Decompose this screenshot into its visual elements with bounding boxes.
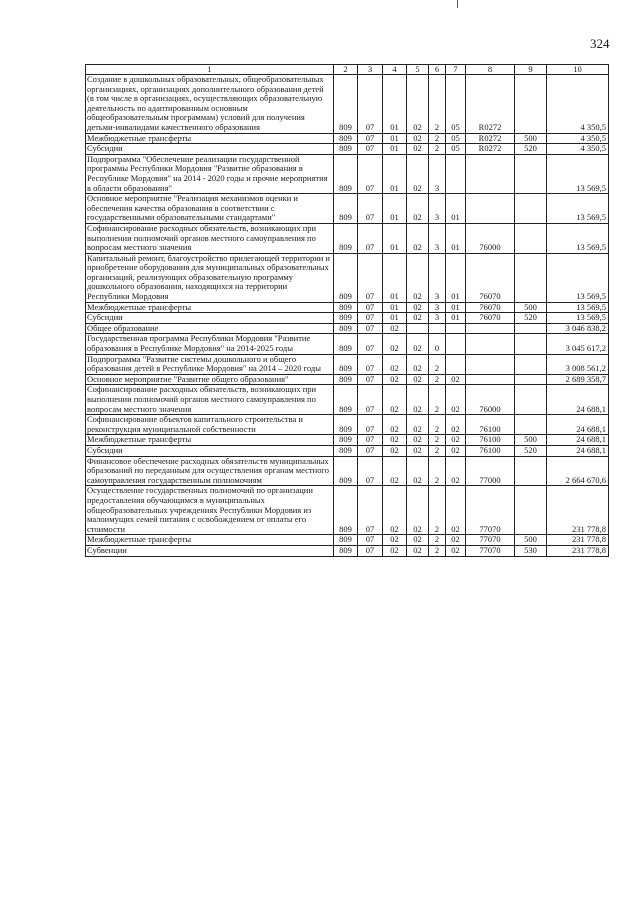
code-event-cell: 02 xyxy=(446,374,466,385)
code-program-cell: 02 xyxy=(407,435,429,446)
column-header: 1 xyxy=(86,65,334,75)
code-subprogram-cell: 3 xyxy=(429,302,446,313)
code-section-cell: 07 xyxy=(358,354,383,374)
code-expense-type-cell xyxy=(515,374,547,385)
code-ministry-cell: 809 xyxy=(334,354,358,374)
code-direction-cell: 76100 xyxy=(466,445,515,456)
item-name-cell: Осуществление государственных полномочий по организации предоставления обучающимся в муниципальных общеобразовательных учреждениях Республики Мордовия из малоимущих семей питания с освобождением от оплаты его стоимости xyxy=(86,486,334,535)
code-direction-cell: 77070 xyxy=(466,535,515,546)
code-subsection-cell: 01 xyxy=(383,253,407,302)
code-program-cell: 02 xyxy=(407,253,429,302)
code-subprogram-cell: 2 xyxy=(429,486,446,535)
code-ministry-cell: 809 xyxy=(334,385,358,415)
item-name-cell: Софинансирование расходных обязательств, возникающих при выполнении полномочий органов местного самоуправления по вопросам местного значения xyxy=(86,385,334,415)
code-section-cell: 07 xyxy=(358,415,383,435)
code-subsection-cell: 02 xyxy=(383,456,407,486)
amount-cell: 4 350,5 xyxy=(547,75,609,134)
code-expense-type-cell: 500 xyxy=(515,535,547,546)
table-row xyxy=(86,435,609,446)
code-section-cell: 07 xyxy=(358,374,383,385)
code-ministry-cell: 809 xyxy=(334,445,358,456)
item-name-cell: Субсидии xyxy=(86,144,334,155)
code-expense-type-cell xyxy=(515,223,547,253)
amount-cell: 24 688,1 xyxy=(547,385,609,415)
amount-cell: 4 350,5 xyxy=(547,144,609,155)
code-program-cell: 02 xyxy=(407,154,429,193)
code-program-cell: 02 xyxy=(407,302,429,313)
code-subsection-cell: 02 xyxy=(383,435,407,446)
amount-cell: 3 046 838,2 xyxy=(547,323,609,334)
code-subsection-cell: 02 xyxy=(383,323,407,334)
code-program-cell: 02 xyxy=(407,456,429,486)
code-direction-cell: 76070 xyxy=(466,313,515,324)
code-subprogram-cell: 2 xyxy=(429,75,446,134)
table-row xyxy=(86,445,609,456)
code-subsection-cell: 02 xyxy=(383,354,407,374)
code-section-cell: 07 xyxy=(358,253,383,302)
table-row xyxy=(86,154,609,193)
item-name-cell: Межбюджетные трансферты xyxy=(86,535,334,546)
code-event-cell xyxy=(446,154,466,193)
code-event-cell: 02 xyxy=(446,486,466,535)
code-subprogram-cell: 2 xyxy=(429,354,446,374)
code-section-cell: 07 xyxy=(358,75,383,134)
code-subprogram-cell: 2 xyxy=(429,535,446,546)
column-header: 3 xyxy=(358,65,383,75)
code-ministry-cell: 809 xyxy=(334,133,358,144)
code-section-cell: 07 xyxy=(358,334,383,354)
table-row xyxy=(86,354,609,374)
code-expense-type-cell xyxy=(515,385,547,415)
code-section-cell: 07 xyxy=(358,535,383,546)
code-expense-type-cell xyxy=(515,486,547,535)
amount-cell: 2 689 358,7 xyxy=(547,374,609,385)
amount-cell: 24 688,1 xyxy=(547,415,609,435)
code-subsection-cell: 01 xyxy=(383,194,407,224)
code-section-cell: 07 xyxy=(358,385,383,415)
code-subsection-cell: 02 xyxy=(383,415,407,435)
code-expense-type-cell xyxy=(515,323,547,334)
code-event-cell: 02 xyxy=(446,435,466,446)
code-direction-cell: 77070 xyxy=(466,486,515,535)
code-expense-type-cell xyxy=(515,354,547,374)
table-row xyxy=(86,302,609,313)
code-direction-cell xyxy=(466,374,515,385)
table-row xyxy=(86,253,609,302)
code-program-cell: 02 xyxy=(407,75,429,134)
code-subprogram-cell: 2 xyxy=(429,133,446,144)
table-row xyxy=(86,334,609,354)
code-direction-cell: 77000 xyxy=(466,456,515,486)
code-program-cell: 02 xyxy=(407,545,429,556)
code-subprogram-cell: 2 xyxy=(429,445,446,456)
code-event-cell xyxy=(446,354,466,374)
code-section-cell: 07 xyxy=(358,154,383,193)
amount-cell: 13 569,5 xyxy=(547,302,609,313)
code-program-cell: 02 xyxy=(407,385,429,415)
code-event-cell: 02 xyxy=(446,445,466,456)
column-header: 5 xyxy=(407,65,429,75)
code-program-cell: 02 xyxy=(407,354,429,374)
code-program-cell: 02 xyxy=(407,223,429,253)
code-subprogram-cell: 0 xyxy=(429,334,446,354)
item-name-cell: Капитальный ремонт, благоустройство прилегающей территории и приобретение оборудования для муниципальных образовательных организаций, реализующих образовательную программу дошкольного образования, находящихся на территории Республики Мордовия xyxy=(86,253,334,302)
item-name-cell: Межбюджетные трансферты xyxy=(86,302,334,313)
code-subprogram-cell: 3 xyxy=(429,154,446,193)
code-event-cell xyxy=(446,323,466,334)
code-expense-type-cell: 500 xyxy=(515,302,547,313)
column-header: 10 xyxy=(547,65,609,75)
table-header-row xyxy=(86,65,609,75)
amount-cell: 231 778,8 xyxy=(547,486,609,535)
code-subsection-cell: 01 xyxy=(383,313,407,324)
amount-cell: 4 350,5 xyxy=(547,133,609,144)
code-event-cell: 05 xyxy=(446,144,466,155)
code-event-cell: 01 xyxy=(446,313,466,324)
code-direction-cell: 76100 xyxy=(466,435,515,446)
code-subsection-cell: 01 xyxy=(383,133,407,144)
item-name-cell: Государственная программа Республики Мордовия "Развитие образования в Республике Мордовия" на 2014-2025 годы xyxy=(86,334,334,354)
code-subprogram-cell: 3 xyxy=(429,223,446,253)
item-name-cell: Софинансирование расходных обязательств, возникающих при выполнении полномочий органов местного самоуправления по вопросам местного значения xyxy=(86,223,334,253)
amount-cell: 3 045 617,2 xyxy=(547,334,609,354)
code-ministry-cell: 809 xyxy=(334,374,358,385)
code-subprogram-cell: 3 xyxy=(429,313,446,324)
item-name-cell: Субсидии xyxy=(86,313,334,324)
column-header: 8 xyxy=(466,65,515,75)
code-direction-cell xyxy=(466,354,515,374)
code-ministry-cell: 809 xyxy=(334,144,358,155)
code-event-cell: 05 xyxy=(446,133,466,144)
code-section-cell: 07 xyxy=(358,133,383,144)
code-expense-type-cell xyxy=(515,75,547,134)
code-direction-cell: 77070 xyxy=(466,545,515,556)
code-subsection-cell: 02 xyxy=(383,445,407,456)
code-subsection-cell: 01 xyxy=(383,75,407,134)
amount-cell: 2 664 670,6 xyxy=(547,456,609,486)
code-ministry-cell: 809 xyxy=(334,415,358,435)
code-event-cell: 05 xyxy=(446,75,466,134)
code-program-cell: 02 xyxy=(407,313,429,324)
code-direction-cell: R0272 xyxy=(466,75,515,134)
code-event-cell xyxy=(446,334,466,354)
code-event-cell: 01 xyxy=(446,253,466,302)
code-expense-type-cell: 500 xyxy=(515,133,547,144)
code-ministry-cell: 809 xyxy=(334,334,358,354)
code-subprogram-cell: 3 xyxy=(429,194,446,224)
item-name-cell: Подпрограмма "Обеспечение реализации государственной программы Республики Мордовия "Развитие образования в Республике Мордовия" на 2014 - 2020 годы и прочие мероприятия в области образования" xyxy=(86,154,334,193)
code-direction-cell: R0272 xyxy=(466,133,515,144)
item-name-cell: Общее образование xyxy=(86,323,334,334)
code-subsection-cell: 02 xyxy=(383,374,407,385)
amount-cell: 13 569,5 xyxy=(547,313,609,324)
code-section-cell: 07 xyxy=(358,144,383,155)
code-expense-type-cell xyxy=(515,456,547,486)
code-event-cell: 02 xyxy=(446,535,466,546)
amount-cell: 231 778,8 xyxy=(547,545,609,556)
code-direction-cell: 76070 xyxy=(466,253,515,302)
scan-mark xyxy=(457,0,458,8)
code-program-cell: 02 xyxy=(407,133,429,144)
code-program-cell: 02 xyxy=(407,194,429,224)
code-ministry-cell: 809 xyxy=(334,535,358,546)
table-row xyxy=(86,75,609,134)
code-subprogram-cell: 2 xyxy=(429,144,446,155)
code-direction-cell: 76100 xyxy=(466,415,515,435)
code-section-cell: 07 xyxy=(358,313,383,324)
table-row xyxy=(86,545,609,556)
amount-cell: 231 778,8 xyxy=(547,535,609,546)
table-row xyxy=(86,323,609,334)
code-direction-cell: R0272 xyxy=(466,144,515,155)
amount-cell: 24 688,1 xyxy=(547,435,609,446)
table-row xyxy=(86,374,609,385)
code-expense-type-cell: 520 xyxy=(515,445,547,456)
code-program-cell: 02 xyxy=(407,334,429,354)
amount-cell: 3 008 561,2 xyxy=(547,354,609,374)
table-row xyxy=(86,223,609,253)
code-subprogram-cell: 2 xyxy=(429,456,446,486)
item-name-cell: Основное мероприятие "Развитие общего образования" xyxy=(86,374,334,385)
code-event-cell: 01 xyxy=(446,302,466,313)
code-subsection-cell: 01 xyxy=(383,144,407,155)
column-header: 7 xyxy=(446,65,466,75)
code-subsection-cell: 01 xyxy=(383,223,407,253)
code-program-cell xyxy=(407,323,429,334)
table-row xyxy=(86,456,609,486)
code-subprogram-cell: 2 xyxy=(429,415,446,435)
code-ministry-cell: 809 xyxy=(334,223,358,253)
code-program-cell: 02 xyxy=(407,415,429,435)
item-name-cell: Межбюджетные трансферты xyxy=(86,435,334,446)
amount-cell: 13 569,5 xyxy=(547,154,609,193)
code-section-cell: 07 xyxy=(358,223,383,253)
item-name-cell: Межбюджетные трансферты xyxy=(86,133,334,144)
code-subprogram-cell: 2 xyxy=(429,374,446,385)
code-subsection-cell: 02 xyxy=(383,535,407,546)
code-ministry-cell: 809 xyxy=(334,75,358,134)
code-ministry-cell: 809 xyxy=(334,253,358,302)
code-program-cell: 02 xyxy=(407,486,429,535)
item-name-cell: Подпрограмма "Развитие системы дошкольного и общего образования детей в Республике Мордовия" на 2014 – 2020 годы xyxy=(86,354,334,374)
code-section-cell: 07 xyxy=(358,302,383,313)
code-section-cell: 07 xyxy=(358,545,383,556)
column-header: 4 xyxy=(383,65,407,75)
code-expense-type-cell xyxy=(515,154,547,193)
table-body xyxy=(86,75,609,557)
item-name-cell: Создание в дошкольных образовательных, общеобразовательных организациях, организациях дополнительного образования детей (в том числе в организациях, осуществляющих образовательную деятельность по адаптированным основным общеобразовательным программам) условий для получения детьми-инвалидами качественного образования xyxy=(86,75,334,134)
code-ministry-cell: 809 xyxy=(334,456,358,486)
code-ministry-cell: 809 xyxy=(334,486,358,535)
code-ministry-cell: 809 xyxy=(334,435,358,446)
code-event-cell: 02 xyxy=(446,415,466,435)
column-header: 2 xyxy=(334,65,358,75)
item-name-cell: Основное мероприятие "Реализация механизмов оценки и обеспечения качества образования в соответствии с государственными образовательными стандартами" xyxy=(86,194,334,224)
code-expense-type-cell xyxy=(515,194,547,224)
column-header: 9 xyxy=(515,65,547,75)
code-subsection-cell: 02 xyxy=(383,486,407,535)
budget-table xyxy=(85,64,609,557)
code-ministry-cell: 809 xyxy=(334,154,358,193)
code-direction-cell xyxy=(466,334,515,354)
code-subprogram-cell: 2 xyxy=(429,385,446,415)
item-name-cell: Финансовое обеспечение расходных обязательств муниципальных образований по переданным для осуществления органам местного самоуправления государственным полномочиям xyxy=(86,456,334,486)
code-subsection-cell: 02 xyxy=(383,545,407,556)
code-program-cell: 02 xyxy=(407,144,429,155)
code-section-cell: 07 xyxy=(358,194,383,224)
table-row xyxy=(86,415,609,435)
table-row xyxy=(86,535,609,546)
code-ministry-cell: 809 xyxy=(334,194,358,224)
table-row xyxy=(86,133,609,144)
code-subprogram-cell xyxy=(429,323,446,334)
code-subsection-cell: 01 xyxy=(383,302,407,313)
code-direction-cell xyxy=(466,323,515,334)
code-event-cell: 01 xyxy=(446,194,466,224)
amount-cell: 13 569,5 xyxy=(547,194,609,224)
code-subprogram-cell: 2 xyxy=(429,545,446,556)
code-direction-cell: 76000 xyxy=(466,385,515,415)
page-number: 324 xyxy=(590,36,610,51)
item-name-cell: Субвенции xyxy=(86,545,334,556)
code-subsection-cell: 01 xyxy=(383,154,407,193)
code-direction-cell: 76070 xyxy=(466,302,515,313)
code-program-cell: 02 xyxy=(407,445,429,456)
column-header: 6 xyxy=(429,65,446,75)
table-row xyxy=(86,194,609,224)
code-expense-type-cell: 530 xyxy=(515,545,547,556)
code-expense-type-cell xyxy=(515,415,547,435)
code-direction-cell xyxy=(466,194,515,224)
code-ministry-cell: 809 xyxy=(334,323,358,334)
code-event-cell: 01 xyxy=(446,223,466,253)
code-section-cell: 07 xyxy=(358,445,383,456)
code-expense-type-cell: 500 xyxy=(515,435,547,446)
code-event-cell: 02 xyxy=(446,456,466,486)
code-event-cell: 02 xyxy=(446,385,466,415)
table-row xyxy=(86,313,609,324)
table-row xyxy=(86,385,609,415)
code-subsection-cell: 02 xyxy=(383,334,407,354)
code-program-cell: 02 xyxy=(407,535,429,546)
code-subprogram-cell: 3 xyxy=(429,253,446,302)
code-ministry-cell: 809 xyxy=(334,313,358,324)
amount-cell: 13 569,5 xyxy=(547,253,609,302)
code-ministry-cell: 809 xyxy=(334,302,358,313)
code-subsection-cell: 02 xyxy=(383,385,407,415)
code-section-cell: 07 xyxy=(358,323,383,334)
amount-cell: 13 569,5 xyxy=(547,223,609,253)
item-name-cell: Субсидии xyxy=(86,445,334,456)
code-expense-type-cell xyxy=(515,253,547,302)
code-program-cell: 02 xyxy=(407,374,429,385)
item-name-cell: Софинансирование объектов капитального строительства и реконструкция муниципальной собственности xyxy=(86,415,334,435)
code-subprogram-cell: 2 xyxy=(429,435,446,446)
code-expense-type-cell: 520 xyxy=(515,144,547,155)
code-expense-type-cell: 520 xyxy=(515,313,547,324)
code-section-cell: 07 xyxy=(358,456,383,486)
table-row xyxy=(86,144,609,155)
code-section-cell: 07 xyxy=(358,486,383,535)
amount-cell: 24 688,1 xyxy=(547,445,609,456)
code-expense-type-cell xyxy=(515,334,547,354)
table-row xyxy=(86,486,609,535)
code-section-cell: 07 xyxy=(358,435,383,446)
code-event-cell: 02 xyxy=(446,545,466,556)
code-direction-cell: 76000 xyxy=(466,223,515,253)
code-ministry-cell: 809 xyxy=(334,545,358,556)
code-direction-cell xyxy=(466,154,515,193)
